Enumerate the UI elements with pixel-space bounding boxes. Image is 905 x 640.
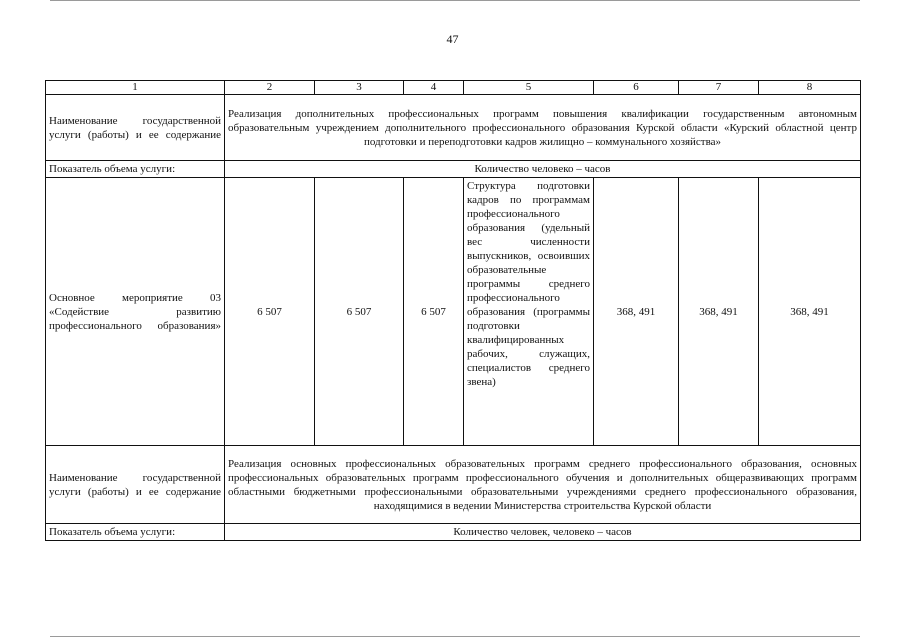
column-number-row	[46, 81, 861, 95]
measure-name: Основное мероприятие 03 «Содействие развитию профессионального образования»	[46, 178, 225, 446]
top-edge-line	[50, 0, 860, 1]
measure-value-col2: 6 507	[225, 178, 315, 446]
service-row-2	[46, 446, 861, 524]
measure-value-col4: 6 507	[404, 178, 464, 446]
service-description: Реализация основных профессиональных образовательных программ среднего профессионального образования, основных профессиональных образовательных программ профессионального обучения и дополнительных общеразвивающих программ областными бюджетными профессиональными образовательными учреждениями среднего профессионального образования, находящимися в ведении Министерства строительства Курской области	[225, 446, 861, 524]
measure-value-col7: 368, 491	[679, 178, 759, 446]
service-table	[45, 80, 861, 541]
measure-row	[46, 178, 861, 446]
volume-indicator-value: Количество человек, человеко – часов	[225, 524, 861, 541]
column-number: 5	[464, 81, 594, 95]
service-name-label: Наименование государственной услуги (работы) и ее содержание	[46, 446, 225, 524]
volume-indicator-label: Показатель объема услуги:	[46, 161, 225, 178]
bottom-edge-line	[50, 636, 860, 637]
measure-value-col3: 6 507	[315, 178, 404, 446]
column-number: 7	[679, 81, 759, 95]
page-number: 47	[446, 32, 459, 46]
volume-indicator-label: Показатель объема услуги:	[46, 524, 225, 541]
service-row-1	[46, 95, 861, 161]
measure-value-col6: 368, 491	[594, 178, 679, 446]
volume-indicator-row-2	[46, 524, 861, 541]
measure-indicator-description: Структура подготовки кадров по программам профессионального образования (удельный вес численности выпускников, освоивших образовательные программы среднего профессионального образования (программы подготовки квалифицированных рабочих, служащих, специалистов среднего звена)	[464, 178, 594, 446]
column-number: 1	[46, 81, 225, 95]
column-number: 2	[225, 81, 315, 95]
column-number: 4	[404, 81, 464, 95]
service-description: Реализация дополнительных профессиональных программ повышения квалификации государственным автономным образовательным учреждением дополнительного профессионального образования Курской области «Курский областной центр подготовки и переподготовки кадров жилищно – коммунального хозяйства»	[225, 95, 861, 161]
measure-value-col8: 368, 491	[759, 178, 861, 446]
column-number: 8	[759, 81, 861, 95]
volume-indicator-row-1	[46, 161, 861, 178]
service-name-label: Наименование государственной услуги (работы) и ее содержание	[46, 95, 225, 161]
volume-indicator-value: Количество человеко – часов	[225, 161, 861, 178]
column-number: 3	[315, 81, 404, 95]
column-number: 6	[594, 81, 679, 95]
